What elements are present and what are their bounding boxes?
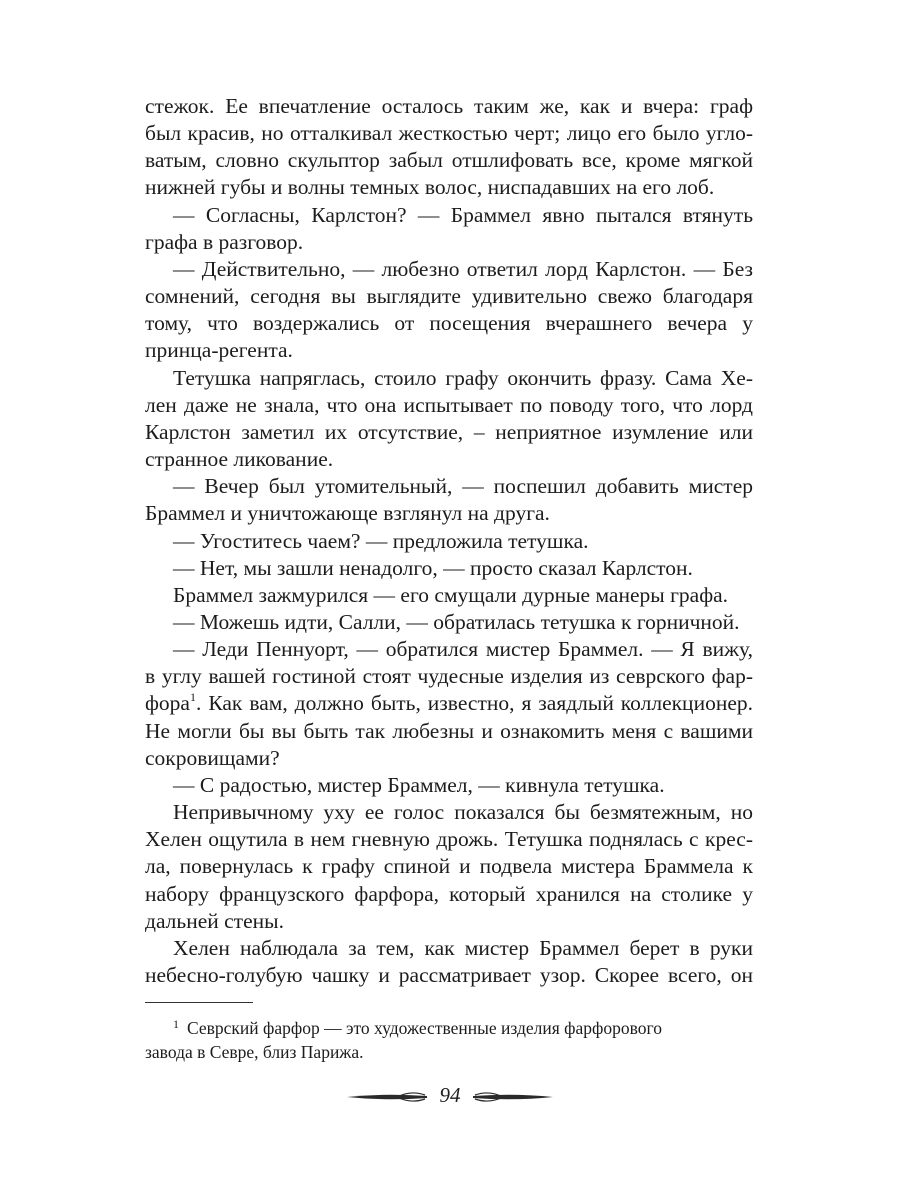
text-line: Не могли бы вы быть так любезны и ознакомить меня с вашими	[145, 718, 753, 743]
text-line: Хелен наблюдала за тем, как мистер Браммел берет в руки	[173, 935, 753, 960]
text-line: графа в разговор.	[145, 229, 304, 254]
footnote-text: Севрский фарфор — это художественные изделия фарфорового	[187, 1018, 663, 1038]
footnote-line: завода в Севре, близ Парижа.	[145, 1042, 364, 1062]
text-line: — Леди Пеннуорт, — обратился мистер Браммел. — Я вижу,	[173, 637, 753, 662]
text-line: — С радостью, мистер Браммел, — кивнула тетушка.	[173, 772, 665, 797]
page-number: 94	[439, 1083, 461, 1107]
text-line: Браммел и уничтожающе взглянул на друга.	[145, 501, 550, 526]
text-line: Хелен ощутила в нем гневную дрожь. Тетушка поднялась с крес-	[145, 827, 753, 852]
text-segment: фора	[145, 691, 190, 716]
text-line: — Нет, мы зашли ненадолго, — просто сказал Карлстон.	[173, 555, 693, 580]
text-line: нижней губы и волны темных волос, ниспадавших на его лоб.	[145, 175, 715, 200]
text-line	[145, 690, 753, 717]
text-line: в углу вашей гостиной стоят чудесные изделия из севрского фар-	[145, 664, 753, 689]
text-line: был красив, но отталкивал жесткостью черт; лицо его было угло-	[145, 121, 753, 146]
text-line: Браммел зажмурился — его смущали дурные манеры графа.	[173, 582, 729, 607]
footnote-number: 1	[173, 1017, 179, 1031]
text-line: — Действительно, — любезно ответил лорд Карлстон. — Без	[173, 256, 753, 281]
text-segment: . Как вам, должно быть, известно, я заядлый коллекционер.	[195, 691, 753, 716]
text-line: ватым, словно скульптор забыл отшлифовать все, кроме мягкой	[145, 148, 753, 173]
text-line: сомнений, сегодня вы выглядите удивительно свежо благодаря	[145, 284, 753, 309]
text-line: странное ликование.	[145, 447, 334, 472]
text-line: ла, повернулась к графу спиной и подвела мистера Браммела к	[145, 854, 753, 879]
text-line: — Согласны, Карлстон? — Браммел явно пытался втянуть	[173, 202, 753, 227]
text-line: стежок. Ее впечатление осталось таким же, как и вчера: граф	[145, 94, 753, 118]
text-line: лен даже не знала, что она испытывает по поводу того, что лорд	[145, 392, 753, 417]
text-line: Непривычному уху ее голос показался бы безмятежным, но	[173, 800, 753, 825]
text-line: — Угоститесь чаем? — предложила тетушка.	[173, 528, 589, 553]
footnote-marker: 1	[189, 690, 196, 705]
text-line: Карлстон заметил их отсутствие, – неприятное изумление или	[145, 419, 753, 444]
text-line: — Можешь идти, Салли, — обратилась тетушка к горничной.	[173, 609, 740, 634]
text-line: дальней стены.	[145, 908, 284, 933]
page-number-ornament	[345, 1081, 555, 1113]
text-line: — Вечер был утомительный, — поспешил добавить мистер	[173, 474, 753, 499]
text-line: принца-регента.	[145, 338, 293, 363]
text-line: небесно-голубую чашку и рассматривает узор. Скорее всего, он	[145, 963, 753, 987]
text-line: сокровищами?	[145, 745, 280, 770]
text-line: тому, что воздержались от посещения вчерашнего вечера у	[145, 311, 753, 336]
body-text	[145, 93, 753, 989]
text-line: набору французского фарфора, который хранился на столике у	[145, 881, 753, 906]
footnote-line	[145, 1012, 753, 1040]
footnote-divider	[145, 1002, 253, 1003]
text-line: Тетушка напряглась, стоило графу окончить фразу. Сама Хе-	[173, 365, 753, 390]
footnote	[145, 1012, 753, 1064]
